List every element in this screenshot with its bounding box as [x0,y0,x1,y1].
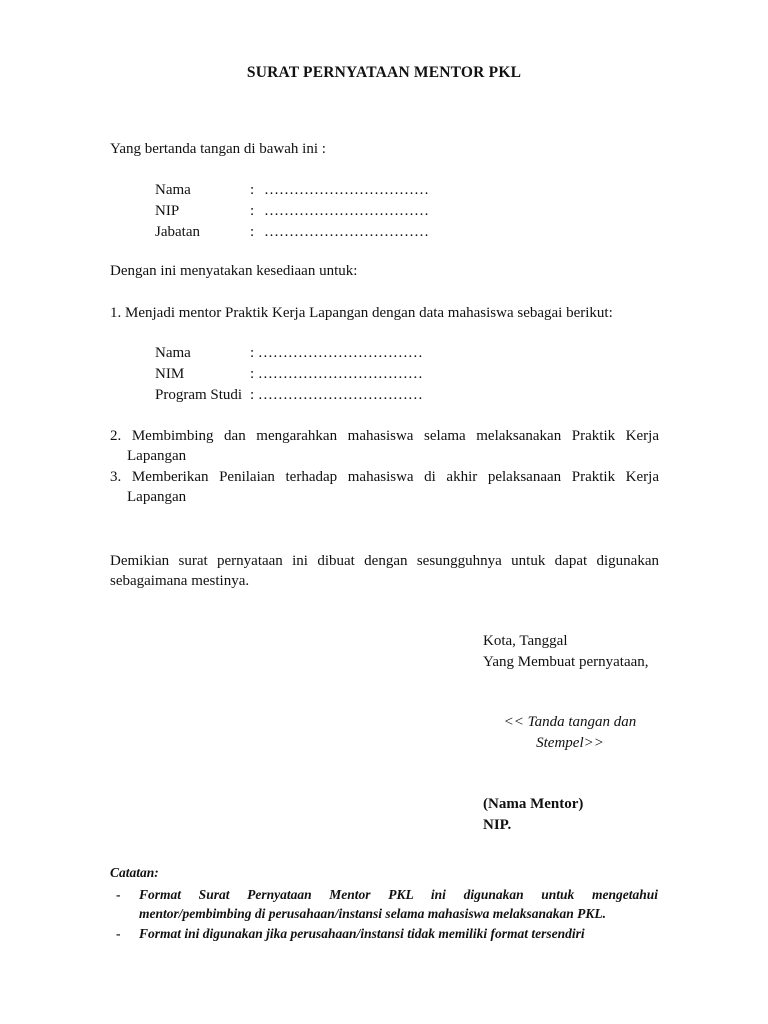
student-field-program-studi [155,387,423,404]
field-value: : …………………………… [250,387,423,403]
field-label: Program Studi [155,387,243,403]
field-value: : …………………………… [250,366,423,382]
statement-text: Dengan ini menyatakan kesediaan untuk: [110,263,358,279]
note-bullet: - [116,926,121,941]
closing-line-1: Demikian surat pernyataan ini dibuat dengan sesungguhnya untuk dapat digunakan [110,553,659,569]
field-separator: : [250,182,255,198]
field-value: …………………………… [264,203,429,219]
document-title: SURAT PERNYATAAN MENTOR PKL [246,64,522,81]
intro-text: Yang bertanda tangan di bawah ini : [110,141,326,157]
mentor-field-jabatan [155,224,429,241]
place-date: Kota, Tanggal [483,633,568,649]
mentor-field-nip [155,203,429,220]
student-field-nama [155,345,423,362]
note-bullet: - [116,887,121,902]
field-label: Jabatan [155,224,200,240]
field-value: : …………………………… [250,345,423,361]
note-2-line-1: Format ini digunakan jika perusahaan/instansi tidak memiliki format tersendiri [139,926,585,941]
field-separator: : [250,224,255,240]
field-label: Nama [155,345,191,361]
notes-title: Catatan: [110,865,159,880]
field-label: NIM [155,366,185,382]
signature-placeholder-line-1: << Tanda tangan dan [503,714,637,730]
mentor-field-name [155,182,429,199]
list-item-3-line-2: Lapangan [127,489,187,505]
signature-placeholder-line-2: Stempel>> [536,735,604,751]
note-1-line-2: mentor/pembimbing di perusahaan/instansi selama mahasiswa melaksanakan PKL. [139,906,606,921]
closing-line-2: sebagaimana mestinya. [110,573,250,589]
mentor-name: (Nama Mentor) [483,796,584,812]
maker-label: Yang Membuat pernyataan, [483,654,649,670]
field-value: …………………………… [264,224,429,240]
student-field-nim [155,366,423,383]
mentor-nip: NIP. [483,817,512,833]
field-label: Nama [155,182,191,198]
field-separator: : [250,203,255,219]
list-item-3-line-1: 3. Memberikan Penilaian terhadap mahasiswa di akhir pelaksanaan Praktik Kerja [110,469,659,485]
field-value: …………………………… [264,182,429,198]
list-item-2-line-1: 2. Membimbing dan mengarahkan mahasiswa selama melaksanakan Praktik Kerja [110,428,659,444]
list-item-2-line-2: Lapangan [127,448,187,464]
note-1-line-1: Format Surat Pernyataan Mentor PKL ini digunakan untuk mengetahui [139,887,658,902]
field-label: NIP [155,203,180,219]
list-item-1: 1. Menjadi mentor Praktik Kerja Lapangan dengan data mahasiswa sebagai berikut: [110,305,613,321]
